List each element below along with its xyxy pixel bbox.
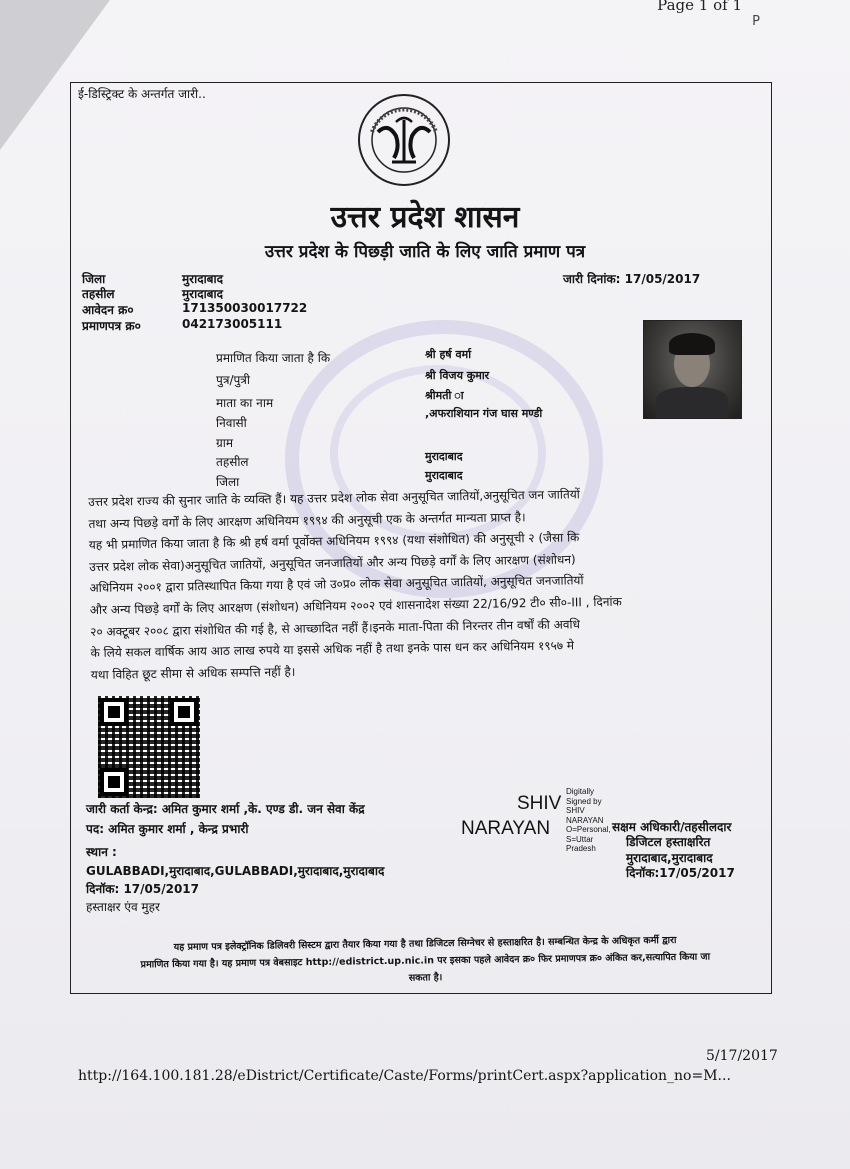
corner-mark: P <box>752 14 760 29</box>
meta-value-application-no: 171350030017722 <box>182 301 308 315</box>
meta-label-certificate-no: प्रमाणपत्र क्र० <box>82 319 141 333</box>
page-number: Page 1 of 1 <box>657 0 742 14</box>
body-line: उत्तर प्रदेश लोक सेवा)अनुसूचित जातियों, अनुसूचित जनजातियों और अन्य पिछड़े वर्गों के लिए आरक्षण (संशोधन) <box>89 552 576 574</box>
print-date: 5/17/2017 <box>706 1048 778 1064</box>
detail-value-resident: ,अफराशियान गंज घास मण्डी <box>425 407 543 420</box>
issuer-date: दिनॉक: 17/05/2017 <box>86 882 200 896</box>
footer-line: सकता है। <box>408 972 443 984</box>
body-line: यथा विहित छूट सीमा से अधिक सम्पत्ति नहीं है। <box>90 664 296 682</box>
body-line: के लिये सकल वार्षिक आय आठ लाख रुपये या इससे अधिक नहीं है तथा इनके पास धन कर अधिनियम १९५७ मे <box>90 638 575 661</box>
detail-label-certified: प्रमाणित किया जाता है कि <box>216 351 331 365</box>
meta-value-district: मुरादाबाद <box>182 272 224 286</box>
qr-code <box>98 696 200 798</box>
detail-value-name: श्री हर्ष वर्मा <box>425 348 472 361</box>
detail-value-tehsil: मुरादाबाद <box>425 450 463 463</box>
subtitle: उत्तर प्रदेश के पिछड़ी जाति के लिए जाति प्रमाण पत्र <box>264 242 586 262</box>
meta-value-certificate-no: 042173005111 <box>182 317 283 331</box>
body-line: उत्तर प्रदेश राज्य की सुनार जाति के व्यक्ति हैं। यह उत्तर प्रदेश लोक सेवा अनुसूचित जातियों,अनुसूचित जन जातियों <box>88 487 580 509</box>
detail-label-mother: माता का नाम <box>216 396 274 410</box>
body-line: तथा अन्य पिछड़े वर्गों के लिए आरक्षण अधिनियम १९९४ की अनुसूची एक के अन्तर्गत मान्यता प्राप्त है। <box>88 509 526 531</box>
certificate-body <box>88 482 751 687</box>
detail-label-child-of: पुत्र/पुत्री <box>216 373 251 387</box>
meta-label-application-no: आवेदन क्र० <box>82 303 134 317</box>
detail-value-district: मुरादाबाद <box>425 469 463 482</box>
meta-label-district: जिला <box>82 272 106 286</box>
up-government-emblem-icon <box>356 92 452 188</box>
place-label: स्थान : <box>86 845 117 859</box>
body-line: यह भी प्रमाणित किया जाता है कि श्री हर्ष वर्मा पूर्वोक्त अधिनियम १९९४ (यथा संशोधित) की अनुसूची २ (जैसा कि <box>88 530 580 553</box>
print-url: http://164.100.181.28/eDistrict/Certificate/Caste/Forms/printCert.aspx?application_no=M... <box>78 1068 731 1084</box>
issue-date: जारी दिनांक: 17/05/2017 <box>563 272 701 286</box>
officer-digitally-signed: डिजिटल हस्ताक्षरित <box>626 835 711 849</box>
detail-label-village: ग्राम <box>216 436 234 450</box>
issuing-center: जारी कर्ता केन्द्र: अमित कुमार शर्मा ,के. एण्ड डी. जन सेवा केंद्र <box>86 802 365 816</box>
body-line: २० अक्टूबर २००८ द्वारा संशोधित की गई है, से आच्छादित नहीं हैं।इनके माता-पिता की निरन्तर तीन वर्षों की अवधि <box>90 616 581 639</box>
applicant-photo <box>643 320 742 419</box>
meta-value-tehsil: मुरादाबाद <box>182 287 224 301</box>
certificate-footer-note <box>100 931 751 991</box>
footer-line: यह प्रमाण पत्र इलेक्ट्रॉनिक डिलिवरी सिस्टम द्वारा तैयार किया गया है तथा डिजिटल सिग्नेचर से हस्ताक्षरित है। सम्बन्धित केन्द्र के अधिकृत कर्मी द्वारा <box>173 934 677 953</box>
issued-under-note: ई-डिस्ट्रिक्ट के अन्तर्गत जारी.. <box>78 87 206 101</box>
detail-value-mother: श्रीमती ा <box>425 389 464 402</box>
officer-designation: सक्षम अधिकारी/तहसीलदार <box>612 820 732 834</box>
issuer-post: पद: अमित कुमार शर्मा , केन्द्र प्रभारी <box>86 822 249 836</box>
detail-label-resident: निवासी <box>216 416 247 430</box>
footer-line: प्रमाणित किया गया है। यह प्रमाण पत्र वेबसाइट http://edistrict.up.nic.in पर इसका पहले आवेदन क्र० फिर प्रमाणपत्र क्र० अंकित कर,सत्यापित किया जा <box>140 951 711 971</box>
body-line: अधिनियम २००१ द्वारा प्रतिस्थापित किया गया है एवं जो उ०प्र० लोक सेवा अनुसूचित जातियों, अनुसूचित जनजातियों <box>89 573 584 596</box>
issue-place: GULABBADI,मुरादाबाद,GULABBADI,मुरादाबाद,मुरादाबाद <box>86 864 385 878</box>
officer-place: मुरादाबाद,मुरादाबाद <box>626 851 713 865</box>
digital-signer-name-line2: NARAYAN <box>461 818 551 839</box>
detail-value-father: श्री विजय कुमार <box>425 369 490 382</box>
title: उत्तर प्रदेश शासन <box>330 200 520 235</box>
digital-signer-name-line1: SHIV <box>517 793 562 814</box>
body-line: और अन्य पिछड़े वर्गों के लिए आरक्षण (संशोधन) अधिनियम २००२ एवं शासनादेश संख्या 22/16/92 टी० सी०-III , दिनांक <box>89 594 622 617</box>
officer-date: दिनॉक:17/05/2017 <box>626 866 735 880</box>
detail-label-tehsil: तहसील <box>216 455 249 469</box>
meta-label-tehsil: तहसील <box>82 287 115 301</box>
sign-and-seal: हस्ताक्षर एंव मुहर <box>86 900 160 914</box>
detail-label-district: जिला <box>216 475 240 489</box>
digital-signature-details: Digitally Signed by SHIV NARAYAN O=Personal, S=Uttar Pradesh <box>566 787 611 853</box>
